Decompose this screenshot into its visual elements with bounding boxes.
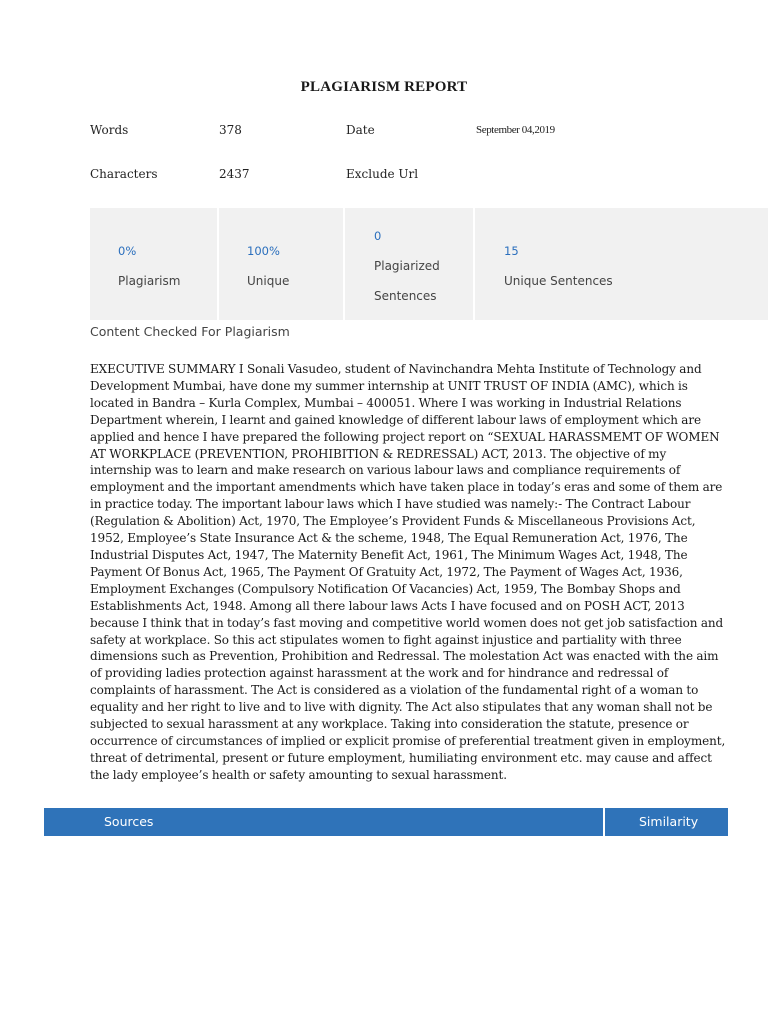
stat-value-unique-sentences: 15	[504, 244, 519, 258]
sources-table-header	[44, 808, 728, 836]
sources-column-header[interactable]: Sources	[104, 814, 154, 829]
stats-panel	[90, 208, 768, 320]
stat-value-unique: 100%	[247, 244, 280, 258]
characters-label: Characters	[90, 167, 158, 181]
content-heading: Content Checked For Plagiarism	[90, 324, 290, 339]
stat-label-unique: Unique	[247, 274, 290, 288]
stat-label-plagiarism: Plagiarism	[118, 274, 181, 288]
characters-value: 2437	[219, 167, 250, 181]
stats-divider	[473, 208, 475, 320]
stat-label-unique-sentences: Unique Sentences	[504, 274, 613, 288]
stat-label-sentences: Sentences	[374, 289, 437, 303]
report-title: PLAGIARISM REPORT	[300, 79, 468, 95]
stat-value-plagiarism: 0%	[118, 244, 137, 258]
stats-divider	[217, 208, 219, 320]
date-value: September 04,2019	[476, 124, 555, 136]
date-label: Date	[346, 123, 375, 137]
sources-header-divider	[603, 808, 605, 836]
stats-divider	[343, 208, 345, 320]
exclude-url-label: Exclude Url	[346, 167, 419, 181]
words-label: Words	[90, 123, 129, 137]
words-value: 378	[219, 123, 242, 137]
checked-content-text: EXECUTIVE SUMMARY I Sonali Vasudeo, student of Navinchandra Mehta Institute of Technology and Development Mumbai, have done my summer internship at UNIT TRUST OF INDIA (AMC), which is located in Bandra – Kurla Complex, Mumbai – 400051. Where I was working in Industrial Relations Department wherein, I learnt and gained knowledge of different labour laws of employment which are applied and hence I have prepared the following project report on “SEXUAL HARASSMEMT OF WOMEN AT WORKPLACE (PREVENTION, PROHIBITION & REDRESSAL) ACT, 2013. The objective of my internship was to learn and make research on various labour laws and compliance requirements of employment and the important amendments which have taken place in today’s eras and some of them are in practice today. The important labour laws which I have studied was namely:- The Contract Labour (Regulation & Abolition) Act, 1970, The Employee’s Provident Funds & Miscellaneous Provisions Act, 1952, Employee’s State Insurance Act & the scheme, 1948, The Equal Remuneration Act, 1976, The Industrial Disputes Act, 1947, The Maternity Benefit Act, 1961, The Minimum Wages Act, 1948, The Payment Of Bonus Act, 1965, The Payment Of Gratuity Act, 1972, The Payment of Wages Act, 1936, Employment Exchanges (Compulsory Notification Of Vacancies) Act, 1959, The Bombay Shops and Establishments Act, 1948. Among all there labour laws Acts I have focused and on POSH ACT, 2013 because I think that in today’s fast moving and competitive world women does not get job satisfaction and safety at workplace. So this act stipulates women to fight against injustice and partiality with three dimensions such as Prevention, Prohibition and Redressal. The molestation Act was enacted with the aim of providing ladies protection against harassment at the work and for hindrance and redressal of complaints of harassment. The Act is considered as a violation of the fundamental right of a woman to equality and her right to live and to live with dignity. The Act also stipulates that any woman shall not be subjected to sexual harassment at any workplace. Taking into consideration the statute, presence or occurrence of circumstances of implied or explicit promise of preferential treatment given in employment, threat of detrimental, present or future employment, humiliating environment etc. may cause and affect the lady employee’s health or safety amounting to sexual harassment.	[90, 362, 726, 782]
stat-label-plagiarized: Plagiarized	[374, 259, 440, 273]
similarity-column-header[interactable]: Similarity	[639, 814, 699, 829]
stat-value-plagiarized-sentences: 0	[374, 229, 382, 243]
